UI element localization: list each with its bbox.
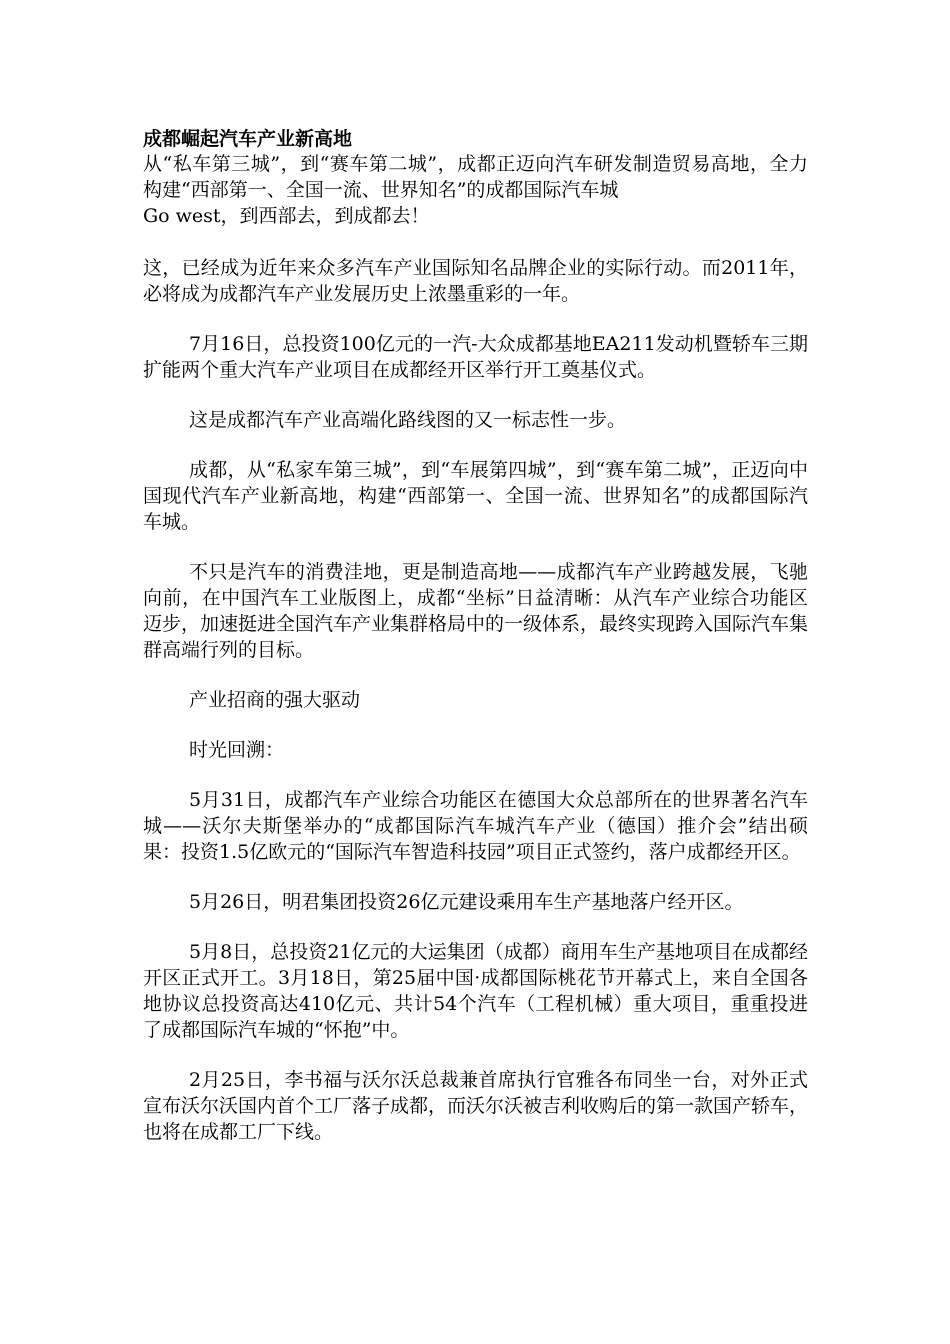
paragraph-intro: 这，已经成为近年来众多汽车产业国际知名品牌企业的实际行动。而2011年，必将成为成都汽车产业发展历史上浓墨重彩的一年。 [143, 257, 808, 305]
article-title: 成都崛起汽车产业新高地 [143, 128, 353, 150]
article-slogan: Go west，到西部去，到成都去！ [143, 205, 430, 227]
paragraph: 5月8日，总投资21亿元的大运集团（成都）商用车生产基地项目在成都经开区正式开工。3月18日，第25届中国·成都国际桃花节开幕式上，来自全国各地协议总投资高达410亿元、共计54个汽车（工程机械）重大项目，重重投进了成都国际汽车城的“怀抱”中。 [143, 941, 808, 1041]
paragraph: 不只是汽车的消费洼地，更是制造高地——成都汽车产业跨越发展，飞驰向前，在中国汽车工业版图上，成都“坐标”日益清晰：从汽车产业综合功能区迈步，加速挺进全国汽车产业集群格局中的一级体系，最终实现跨入国际汽车集群高端行列的目标。 [143, 561, 809, 661]
paragraph: 5月26日，明君集团投资26亿元建设乘用车生产基地落户经开区。 [189, 891, 744, 913]
paragraph: 时光回溯： [189, 739, 285, 761]
section-heading: 产业招商的强大驱动 [189, 689, 361, 711]
paragraph: 7月16日，总投资100亿元的一汽-大众成都基地EA211发动机暨轿车三期扩能两个重大汽车产业项目在成都经开区举行开工奠基仪式。 [143, 333, 808, 381]
article-subtitle: 从“私车第三城”，到“赛车第二城”，成都正迈向汽车研发制造贸易高地，全力构建“西部第一、全国一流、世界知名”的成都国际汽车城 [143, 153, 808, 201]
paragraph: 5月31日，成都汽车产业综合功能区在德国大众总部所在的世界著名汽车城——沃尔夫斯堡举办的“成都国际汽车城汽车产业（德国）推介会”结出硕果：投资1.5亿欧元的“国际汽车智造科技园”项目正式签约，落户成都经开区。 [143, 789, 808, 863]
paragraph: 2月25日，李书福与沃尔沃总裁兼首席执行官雅各布同坐一台，对外正式宣布沃尔沃国内首个工厂落子成都，而沃尔沃被吉利收购后的第一款国产轿车，也将在成都工厂下线。 [143, 1069, 809, 1143]
paragraph: 成都，从“私家车第三城”，到“车展第四城”，到“赛车第二城”，正迈向中国现代汽车产业新高地，构建“西部第一、全国一流、世界知名”的成都国际汽车城。 [143, 459, 808, 533]
document-page [143, 127, 808, 1169]
paragraph: 这是成都汽车产业高端化路线图的又一标志性一步。 [189, 409, 627, 431]
